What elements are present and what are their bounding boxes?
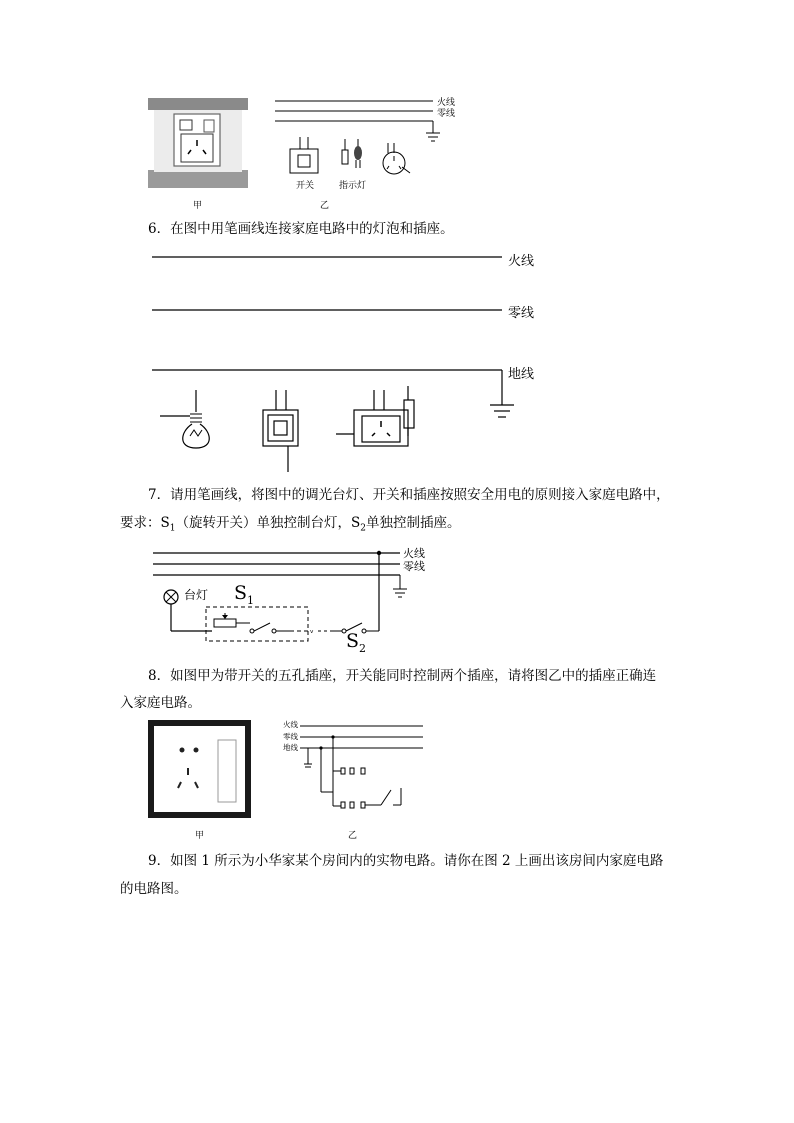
fig5-indicator-label: 指示灯 bbox=[339, 181, 367, 191]
question-9-line2: 的电路图。 bbox=[120, 881, 188, 897]
q7-live-label: 火线 bbox=[403, 547, 425, 560]
figure-q6-circuit bbox=[150, 250, 550, 480]
q8-live-label: 火线 bbox=[283, 720, 298, 729]
fig5-switch-label: 开关 bbox=[296, 181, 315, 191]
question-7-line2 bbox=[120, 510, 460, 542]
figure-socket-photo bbox=[148, 98, 248, 190]
socket-photo-drawing bbox=[148, 98, 248, 190]
question-8-line2: 入家庭电路。 bbox=[120, 695, 201, 711]
figure-q8-circuit bbox=[295, 720, 435, 820]
q8-ground-label: 地线 bbox=[283, 743, 298, 752]
fig5-live-label: 火线 bbox=[437, 98, 456, 108]
question-7-line1: 7．请用笔画线，将图中的调光台灯、开关和插座按照安全用电的原则接入家庭电路中， bbox=[148, 487, 670, 503]
q8-caption-right: 乙 bbox=[348, 831, 358, 841]
q8-caption-left: 甲 bbox=[195, 831, 205, 841]
q7-line2-suffix: 单独控制插座。 bbox=[365, 515, 461, 531]
question-9-line1: 9．如图 1 所示为小华家某个房间内的实物电路。请你在图 2 上画出该房间内家庭电路 bbox=[148, 853, 664, 869]
figure-q8-five-hole-socket bbox=[148, 720, 252, 820]
q7-s2-sub: 2 bbox=[359, 641, 367, 655]
q7-lamp-label: 台灯 bbox=[184, 588, 209, 602]
q7-line2-prefix: 要求：S bbox=[120, 515, 170, 531]
svg-text:ᵥ: ᵥ bbox=[310, 626, 314, 636]
q7-line2-sub2: 2 bbox=[360, 523, 366, 534]
q7-line2-sub1: 1 bbox=[169, 523, 176, 534]
q7-s1-letter: S bbox=[234, 582, 248, 604]
fig5-caption-right: 乙 bbox=[320, 201, 330, 211]
q7-s1-sub: 1 bbox=[247, 593, 255, 607]
q7-line2-mid: （旋转开关）单独控制台灯，S bbox=[175, 515, 361, 531]
q6-neutral-label: 零线 bbox=[508, 306, 535, 321]
q6-ground-label: 地线 bbox=[508, 367, 535, 382]
fig5-neutral-label: 零线 bbox=[437, 109, 456, 119]
fig5-caption-left: 甲 bbox=[193, 201, 203, 211]
question-6-text: 6．在图中用笔画线连接家庭电路中的灯泡和插座。 bbox=[148, 221, 454, 237]
q7-s1-label bbox=[234, 582, 254, 607]
q7-s2-letter: S bbox=[346, 630, 360, 652]
q7-neutral-label: 零线 bbox=[403, 560, 425, 573]
q7-s2-label bbox=[346, 630, 366, 655]
question-8-line1: 8．如图甲为带开关的五孔插座，开关能同时控制两个插座，请将图乙中的插座正确连 bbox=[148, 668, 657, 684]
q6-live-label: 火线 bbox=[508, 254, 535, 269]
q8-neutral-label: 零线 bbox=[283, 732, 298, 741]
